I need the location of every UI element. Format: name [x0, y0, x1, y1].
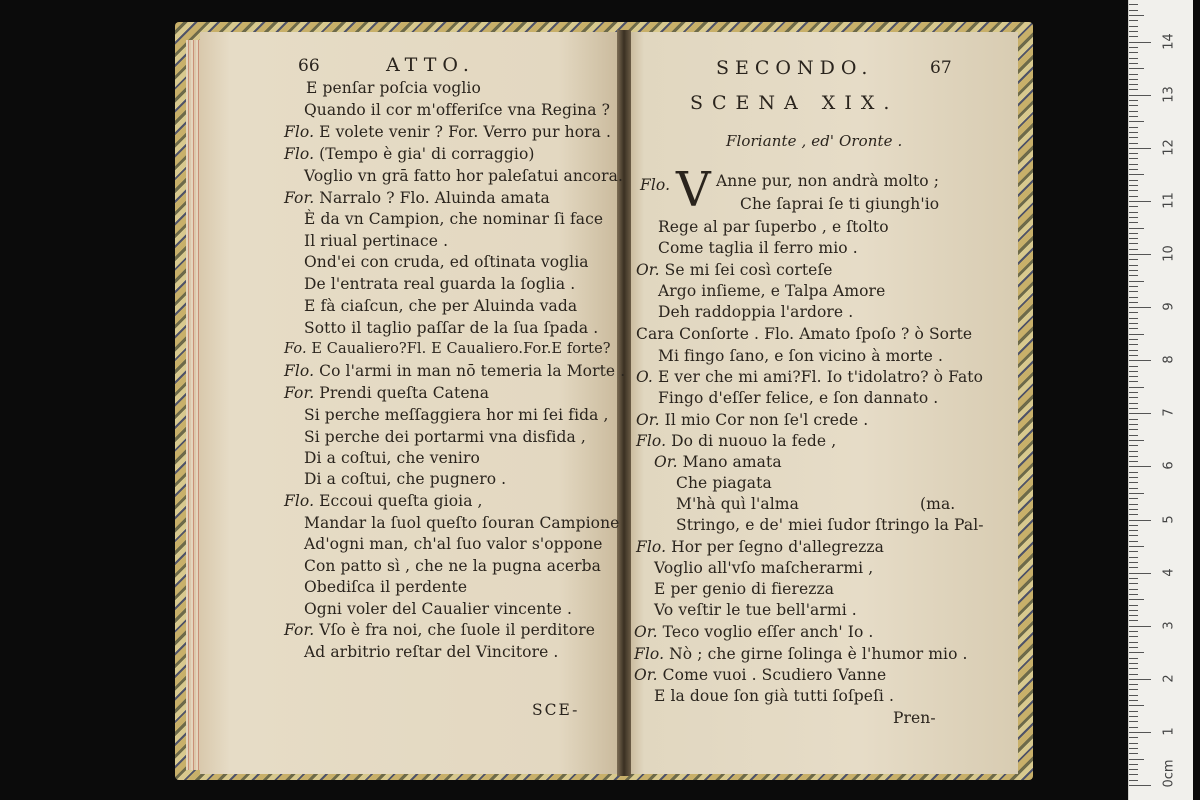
- ruler-tick: [1129, 20, 1138, 21]
- ruler-tick: [1129, 217, 1138, 218]
- ruler-tick: [1129, 344, 1138, 345]
- right-line: [640, 175, 670, 195]
- ruler-tick: [1129, 254, 1151, 255]
- ruler-tick: [1129, 100, 1138, 101]
- left-line: È da vn Campion, che nominar ſi face: [304, 210, 604, 228]
- ruler-tick: [1129, 190, 1138, 191]
- speaker-abbr: Flo.: [636, 538, 667, 556]
- ruler-tick: [1129, 297, 1138, 298]
- right-line: Or. Se mi ſei così corteſe: [636, 261, 833, 279]
- left-line: Flo. E volete venir ? For. Verro pur hora .: [284, 123, 612, 141]
- scene-characters: Floriante , ed' Oronte .: [726, 132, 903, 150]
- ruler-tick: [1129, 674, 1138, 675]
- ruler-tick: [1129, 74, 1138, 75]
- ruler-tick: [1129, 366, 1138, 367]
- ruler-tick: [1129, 679, 1151, 680]
- right-line: Come taglia il ferro mio .: [658, 239, 858, 257]
- ruler-tick: [1129, 456, 1138, 457]
- ruler-tick: [1129, 387, 1144, 388]
- left-line: Di a coſtui, che veniro: [304, 449, 480, 467]
- ruler-tick: [1129, 668, 1138, 669]
- left-line: Ogni voler del Caualier vincente .: [304, 600, 572, 618]
- ruler-tick: [1129, 36, 1138, 37]
- right-line: Flo. Nò ; che girne ſolinga è l'humor mio .: [634, 645, 968, 663]
- ruler-tick: [1129, 143, 1138, 144]
- left-line: For. Prendi queſta Catena: [284, 384, 490, 402]
- speaker-abbr: Or.: [654, 453, 678, 471]
- ruler-tick: [1129, 727, 1138, 728]
- ruler-number: 7: [1161, 408, 1177, 417]
- ruler-tick: [1129, 270, 1138, 271]
- ruler-tick: [1129, 743, 1138, 744]
- ruler-tick: [1129, 557, 1138, 558]
- left-line: Di a coſtui, che pugnero .: [304, 470, 507, 488]
- ruler-tick: [1129, 212, 1138, 213]
- ruler-tick: [1129, 578, 1138, 579]
- ruler-tick: [1129, 312, 1138, 313]
- ruler-tick: [1129, 105, 1138, 106]
- ruler-tick: [1129, 233, 1138, 234]
- ruler-tick: [1129, 567, 1138, 568]
- ruler-tick: [1129, 605, 1138, 606]
- speaker-abbr: Or.: [636, 411, 660, 429]
- ruler-tick: [1129, 328, 1138, 329]
- ruler-tick: [1129, 52, 1138, 53]
- ruler-tick: [1129, 222, 1138, 223]
- ruler-tick: [1129, 493, 1144, 494]
- ruler-tick: [1129, 334, 1144, 335]
- left-running-head: ATTO.: [386, 54, 475, 76]
- right-line: E per genio di fierezza: [654, 580, 835, 598]
- ruler-tick: [1129, 392, 1138, 393]
- speaker-abbr: Or.: [636, 261, 660, 279]
- ruler-number: 12: [1161, 139, 1177, 156]
- right-line: Deh raddoppia l'ardore .: [658, 303, 854, 321]
- ruler-tick: [1129, 721, 1138, 722]
- ruler-tick: [1129, 732, 1151, 733]
- right-line: Anne pur, non andrà molto ;: [716, 172, 940, 190]
- ruler-tick: [1129, 164, 1138, 165]
- ruler-number: 4: [1161, 567, 1177, 577]
- ruler-tick: [1129, 47, 1138, 48]
- ruler-tick: [1129, 482, 1138, 483]
- ruler-tick: [1129, 95, 1151, 96]
- ruler-tick: [1129, 541, 1138, 542]
- ruler-tick: [1129, 4, 1138, 5]
- ruler-tick: [1129, 780, 1138, 781]
- ruler-tick: [1129, 31, 1138, 32]
- ruler-tick: [1129, 158, 1138, 159]
- left-line: E fà ciaſcun, che per Aluinda vada: [304, 297, 578, 315]
- ruler-tick: [1129, 466, 1151, 467]
- speaker-abbr: Or.: [634, 666, 658, 684]
- left-line: Flo. (Tempo è gia' di corraggio): [284, 145, 535, 163]
- ruler-tick: [1129, 535, 1138, 536]
- ruler-tick: [1129, 429, 1138, 430]
- ruler-tick: [1129, 318, 1138, 319]
- ruler-tick: [1129, 695, 1138, 696]
- ruler-tick: [1129, 525, 1138, 526]
- ruler-tick: [1129, 631, 1138, 632]
- ruler-tick: [1129, 228, 1144, 229]
- speaker-abbr: For.: [284, 189, 315, 207]
- speaker-abbr: Flo.: [636, 432, 667, 450]
- ruler-tick: [1129, 281, 1144, 282]
- right-line: Fingo d'eſſer felice, e ſon dannato .: [658, 389, 939, 407]
- ruler-tick: [1129, 642, 1138, 643]
- speaker-abbr: Or.: [634, 623, 658, 641]
- ruler-tick: [1129, 663, 1138, 664]
- ruler-tick: [1129, 599, 1144, 600]
- ruler-tick: [1129, 546, 1144, 547]
- left-line: Sotto il taglio paſſar de la ſua ſpada .: [304, 319, 599, 337]
- speaker-abbr: For.: [284, 384, 315, 402]
- ruler-number: 11: [1161, 192, 1177, 209]
- ruler-tick: [1129, 58, 1138, 59]
- ruler-tick: [1129, 647, 1138, 648]
- left-page-number: 66: [298, 56, 320, 76]
- ruler-tick: [1129, 419, 1138, 420]
- ruler-tick: [1129, 615, 1138, 616]
- ruler-tick: [1129, 111, 1138, 112]
- speaker-abbr: Flo.: [284, 492, 315, 510]
- ruler-tick: [1129, 504, 1138, 505]
- ruler-tick: [1129, 658, 1138, 659]
- ruler-tick: [1129, 785, 1151, 786]
- left-line: Ad'ogni man, ch'al ſuo valor s'oppone: [304, 535, 603, 553]
- ruler-tick: [1129, 472, 1138, 473]
- ruler-tick: [1129, 121, 1144, 122]
- right-line: Or. Mano amata: [654, 453, 782, 471]
- ruler-number: 1: [1161, 727, 1177, 736]
- ruler-tick: [1129, 355, 1138, 356]
- ruler-tick: [1129, 774, 1138, 775]
- ruler-tick: [1129, 520, 1151, 521]
- ruler-number: 13: [1161, 85, 1177, 103]
- right-line: M'hà quì l'alma: [676, 495, 799, 513]
- left-line: Voglio vn grā fatto hor paleſatui ancora.: [304, 167, 623, 185]
- ruler-tick: [1129, 403, 1138, 404]
- ruler-tick: [1129, 206, 1138, 207]
- left-line: For. Vſo è fra noi, che ſuole il perditore: [284, 621, 595, 639]
- right-line: Or. Come vuoi . Scudiero Vanne: [634, 666, 887, 684]
- ruler-tick: [1129, 589, 1138, 590]
- ruler-tick: [1129, 302, 1138, 303]
- right-line: Che piagata: [676, 474, 772, 492]
- ruler-tick: [1129, 451, 1138, 452]
- ruler-tick: [1129, 265, 1138, 266]
- right-line: O. E ver che mi ami?Fl. Io t'idolatro? ò Fato: [636, 368, 984, 386]
- ruler-number: 2: [1161, 674, 1177, 683]
- ruler-tick: [1129, 684, 1138, 685]
- ruler-tick: [1129, 243, 1138, 244]
- right-line: E la doue ſon già tutti ſoſpeſi .: [654, 687, 895, 705]
- ruler-tick: [1129, 610, 1138, 611]
- ruler-tick: [1129, 764, 1138, 765]
- ruler-tick: [1129, 716, 1138, 717]
- ruler-tick: [1129, 652, 1144, 653]
- ruler-tick: [1129, 381, 1138, 382]
- ruler-tick: [1129, 137, 1138, 138]
- ruler-tick: [1129, 769, 1138, 770]
- ruler-tick: [1129, 636, 1138, 637]
- ruler-tick: [1129, 169, 1138, 170]
- left-line: Con patto sì , che ne la pugna acerba: [304, 557, 601, 575]
- right-line: Cara Conſorte . Flo. Amato ſpoſo ? ò Sorte: [636, 325, 973, 343]
- ruler-tick: [1129, 339, 1138, 340]
- ruler-tick: [1129, 286, 1138, 287]
- ruler-tick: [1129, 445, 1138, 446]
- right-line: Che ſaprai ſe ti giungh'io: [740, 195, 940, 213]
- ruler-number: 6: [1161, 461, 1177, 471]
- left-line: Flo. Eccoui queſta gioia ,: [284, 492, 483, 510]
- scene-title: SCENA XIX.: [690, 92, 899, 114]
- ruler-tick: [1129, 408, 1138, 409]
- ruler-tick: [1129, 307, 1151, 308]
- ruler-tick: [1129, 153, 1138, 154]
- ruler-tick: [1129, 275, 1138, 276]
- left-line: Obediſca il perdente: [304, 578, 468, 596]
- ruler-tick: [1129, 514, 1138, 515]
- ruler-tick: [1129, 249, 1138, 250]
- ruler-tick: [1129, 583, 1138, 584]
- left-line: Il riual pertinace .: [304, 232, 449, 250]
- left-line: Mandar la ſuol queſto ſouran Campione: [304, 514, 620, 532]
- measuring-ruler: [1128, 0, 1193, 800]
- ruler-tick: [1129, 371, 1138, 372]
- left-line: Fo. E Caualiero?Fl. E Caualiero.For.E forte?: [284, 341, 611, 357]
- ruler-tick: [1129, 488, 1138, 489]
- right-line: (ma.: [920, 495, 956, 513]
- ruler-tick: [1129, 10, 1138, 11]
- speaker-abbr: Flo.: [634, 645, 665, 663]
- ruler-tick: [1129, 63, 1138, 64]
- ruler-tick: [1129, 185, 1138, 186]
- right-page-number: 67: [930, 58, 952, 78]
- ruler-tick: [1129, 424, 1138, 425]
- ruler-unit-label: 0cm: [1161, 759, 1177, 788]
- ruler-tick: [1129, 360, 1151, 361]
- ruler-tick: [1129, 15, 1144, 16]
- ruler-number: 3: [1161, 621, 1177, 630]
- ruler-tick: [1129, 196, 1138, 197]
- ruler-number: 8: [1161, 355, 1177, 364]
- ruler-tick: [1129, 376, 1138, 377]
- ruler-tick: [1129, 132, 1138, 133]
- ruler-tick: [1129, 737, 1138, 738]
- ruler-tick: [1129, 116, 1138, 117]
- drop-initial: V: [676, 162, 711, 218]
- ruler-tick: [1129, 562, 1138, 563]
- ruler-tick: [1129, 551, 1138, 552]
- left-line: Ad arbitrio reſtar del Vincitore .: [304, 643, 559, 661]
- left-line: Flo. Co l'armi in man nō temeria la Morte .: [284, 362, 626, 380]
- ruler-tick: [1129, 626, 1151, 627]
- ruler-tick: [1129, 573, 1151, 574]
- speaker-abbr: Fo.: [284, 341, 307, 357]
- right-line: Flo. Do di nuouo la fede ,: [636, 432, 837, 450]
- right-line: Mi fingo ſano, e ſon vicino à morte .: [658, 347, 943, 365]
- right-line: Stringo, e de' miei ſudor ſtringo la Pal-: [676, 516, 984, 534]
- ruler-tick: [1129, 498, 1138, 499]
- right-running-head: SECONDO.: [716, 57, 874, 79]
- ruler-tick: [1129, 238, 1138, 239]
- right-line: Voglio all'vſo maſcherarmi ,: [654, 559, 874, 577]
- ruler-tick: [1129, 201, 1151, 202]
- ruler-tick: [1129, 461, 1138, 462]
- speaker-abbr: O.: [636, 368, 653, 386]
- ruler-number: 14: [1161, 32, 1177, 50]
- right-catchword: Pren-: [893, 709, 936, 727]
- ruler-tick: [1129, 689, 1138, 690]
- speaker-abbr: Flo.: [284, 362, 315, 380]
- ruler-number: 9: [1161, 302, 1177, 311]
- ruler-tick: [1129, 174, 1144, 175]
- right-line: Vo veſtir le tue bell'armi .: [654, 601, 857, 619]
- right-line: Or. Il mio Cor non ſe'l crede .: [636, 411, 869, 429]
- right-line: Flo. Hor per ſegno d'allegrezza: [636, 538, 885, 556]
- ruler-tick: [1129, 68, 1144, 69]
- ruler-tick: [1129, 180, 1138, 181]
- ruler-tick: [1129, 711, 1138, 712]
- ruler-tick: [1129, 413, 1151, 414]
- ruler-tick: [1129, 759, 1144, 760]
- ruler-tick: [1129, 705, 1144, 706]
- ruler-tick: [1129, 127, 1138, 128]
- ruler-tick: [1129, 509, 1138, 510]
- ruler-tick: [1129, 79, 1138, 80]
- ruler-tick: [1129, 89, 1138, 90]
- ruler-tick: [1129, 594, 1138, 595]
- ruler-tick: [1129, 291, 1138, 292]
- left-line: For. Narralo ? Flo. Aluinda amata: [284, 189, 550, 207]
- left-line: De l'entrata real guarda la ſoglia .: [304, 275, 576, 293]
- ruler-tick: [1129, 42, 1151, 43]
- right-line: Rege al par ſuperbo , e ſtolto: [658, 218, 889, 236]
- ruler-tick: [1129, 84, 1138, 85]
- ruler-tick: [1129, 350, 1138, 351]
- speaker-abbr: For.: [284, 621, 315, 639]
- ruler-tick: [1129, 748, 1138, 749]
- left-line: Si perche dei portarmi vna disfida ,: [304, 428, 586, 446]
- ruler-tick: [1129, 530, 1138, 531]
- left-line: Quando il cor m'offeriſce vna Regina ?: [304, 101, 610, 119]
- left-line: Ond'ei con cruda, ed oſtinata voglia: [304, 253, 589, 271]
- ruler-tick: [1129, 259, 1138, 260]
- right-line: Or. Teco voglio eſſer anch' Io .: [634, 623, 874, 641]
- ruler-tick: [1129, 148, 1151, 149]
- ruler-tick: [1129, 397, 1138, 398]
- ruler-tick: [1129, 435, 1138, 436]
- right-line: Argo inſieme, e Talpa Amore: [658, 282, 886, 300]
- left-line: E penſar poſcia voglio: [306, 79, 481, 97]
- ruler-tick: [1129, 477, 1138, 478]
- left-line: Si perche meſſaggiera hor mi ſei fida ,: [304, 406, 609, 424]
- speaker-abbr: Flo.: [284, 145, 315, 163]
- ruler-tick: [1129, 26, 1138, 27]
- ruler-number: 10: [1161, 245, 1177, 262]
- ruler-tick: [1129, 753, 1138, 754]
- ruler-tick: [1129, 323, 1138, 324]
- ruler-tick: [1129, 440, 1144, 441]
- ruler-number: 5: [1161, 514, 1177, 524]
- ruler-tick: [1129, 700, 1138, 701]
- left-catchword: SCE-: [532, 701, 580, 719]
- ruler-tick: [1129, 620, 1138, 621]
- speaker-abbr: Flo.: [284, 123, 315, 141]
- speaker-abbr: Flo.: [640, 176, 671, 194]
